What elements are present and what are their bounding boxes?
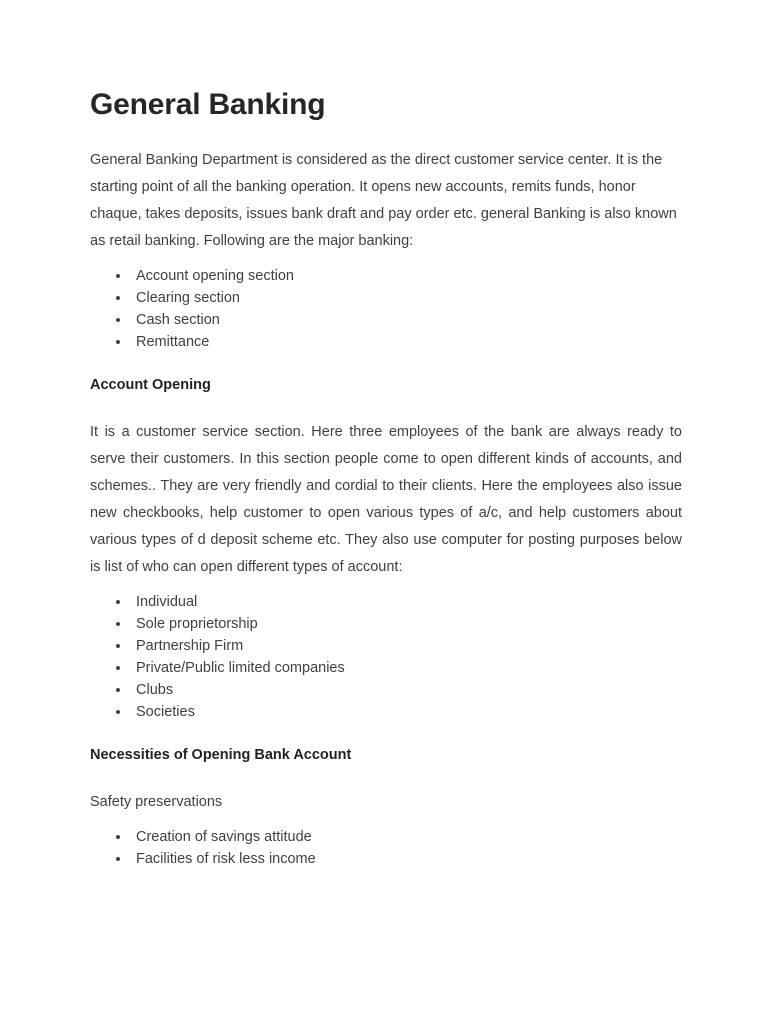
page-title: General Banking — [90, 88, 326, 121]
list-item-label: Clearing section — [136, 289, 240, 306]
bullet-dot-icon — [116, 857, 120, 861]
list-item-label: Creation of savings attitude — [136, 828, 312, 845]
bullet-dot-icon — [116, 666, 120, 670]
list-item — [90, 309, 682, 331]
list-item — [90, 826, 682, 848]
bullet-dot-icon — [116, 340, 120, 344]
list-item — [90, 635, 682, 657]
list-item-label: Remittance — [136, 333, 210, 350]
account-opening-bullet-list — [90, 591, 682, 723]
bullet-dot-icon — [116, 622, 120, 626]
bullet-dot-icon — [116, 274, 120, 278]
list-item-label: Cash section — [136, 311, 220, 328]
list-item-label: Sole proprietorship — [136, 615, 258, 632]
document-content — [90, 88, 682, 884]
account-opening-paragraph: It is a customer service section. Here three employees of the bank are always ready to serve their customers. In this section people come to open different kinds of accounts, and schemes.. They are very friendly and cordial to their clients. Here the employees also issue new checkbooks, help customer to open various types of a/c, and help customers about various types of d deposit scheme etc. They also use computer for posting purposes below is list of who can open different types of account: — [90, 423, 682, 575]
list-item — [90, 848, 682, 870]
list-item-label: Individual — [136, 593, 198, 610]
bullet-dot-icon — [116, 710, 120, 714]
list-item — [90, 613, 682, 635]
list-item-label: Clubs — [136, 681, 174, 698]
necessities-paragraph: Safety preservations — [90, 793, 223, 810]
list-item — [90, 287, 682, 309]
list-item-label: Account opening section — [136, 267, 294, 284]
list-item — [90, 679, 682, 701]
list-item-label: Partnership Firm — [136, 637, 244, 654]
list-item-label: Private/Public limited companies — [136, 659, 345, 676]
bullet-dot-icon — [116, 318, 120, 322]
list-item — [90, 701, 682, 723]
bullet-dot-icon — [116, 296, 120, 300]
section-heading-account-opening: Account Opening — [90, 376, 211, 393]
intro-bullet-list — [90, 265, 682, 353]
list-item — [90, 657, 682, 679]
list-item-label: Societies — [136, 703, 195, 720]
bullet-dot-icon — [116, 644, 120, 648]
list-item — [90, 265, 682, 287]
list-item — [90, 591, 682, 613]
bullet-dot-icon — [116, 835, 120, 839]
list-item-label: Facilities of risk less income — [136, 850, 316, 867]
list-item — [90, 331, 682, 353]
section-heading-necessities: Necessities of Opening Bank Account — [90, 746, 352, 763]
bullet-dot-icon — [116, 600, 120, 604]
bullet-dot-icon — [116, 688, 120, 692]
intro-paragraph: General Banking Department is considered as the direct customer service center. It is the starting point of all the banking operation. It opens new accounts, remits funds, honor chaque, takes deposits, issues bank draft and pay order etc. general Banking is also known as retail banking. Following are the major banking: — [90, 151, 677, 249]
necessities-bullet-list — [90, 826, 682, 870]
